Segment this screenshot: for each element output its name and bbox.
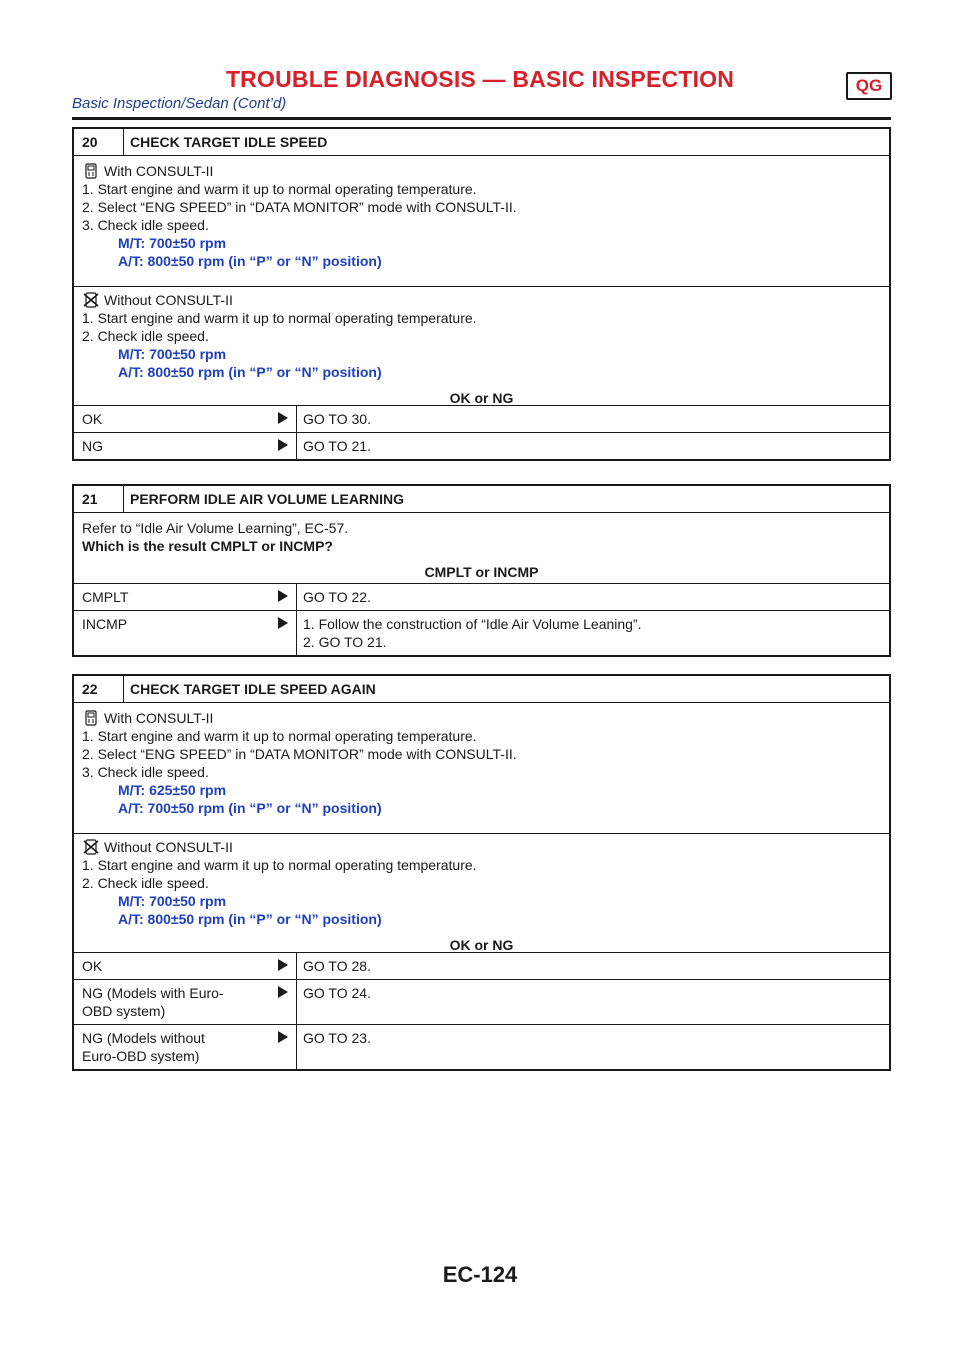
action: GO TO 28. bbox=[296, 953, 889, 979]
without-consult-heading bbox=[82, 291, 881, 309]
without-consult-section bbox=[74, 287, 889, 406]
no-consult-icon bbox=[82, 839, 100, 855]
action: GO TO 30. bbox=[296, 406, 889, 432]
arrow-icon bbox=[270, 980, 296, 1024]
action bbox=[296, 611, 889, 655]
result-table bbox=[74, 406, 889, 459]
spec-value: A/T: 700±50 rpm (in “P” or “N” position) bbox=[118, 800, 382, 816]
with-consult-heading bbox=[82, 162, 881, 180]
action: GO TO 21. bbox=[296, 433, 889, 459]
arrow-icon bbox=[270, 406, 296, 432]
arrow-icon bbox=[270, 953, 296, 979]
without-consult-label: Without CONSULT-II bbox=[104, 839, 233, 855]
arrow-icon bbox=[270, 611, 296, 655]
with-consult-section bbox=[74, 703, 889, 834]
result-label: CMPLT or INCMP bbox=[424, 564, 539, 580]
arrow-icon bbox=[270, 584, 296, 610]
condition-line: Euro-OBD system) bbox=[82, 1048, 200, 1064]
instruction-line: 1. Start engine and warm it up to normal operating temperature. bbox=[82, 181, 477, 197]
condition bbox=[74, 980, 270, 1024]
step-20-box bbox=[72, 127, 891, 461]
arrow-icon bbox=[270, 433, 296, 459]
step-number: 21 bbox=[74, 486, 124, 512]
action: GO TO 24. bbox=[296, 980, 889, 1024]
instruction-line: 3. Check idle speed. bbox=[82, 217, 209, 233]
step-number: 20 bbox=[74, 129, 124, 155]
condition: INCMP bbox=[82, 616, 128, 632]
without-consult-section bbox=[74, 834, 889, 953]
page-subtitle: Basic Inspection/Sedan (Cont’d) bbox=[72, 95, 287, 112]
table-row bbox=[74, 979, 889, 1024]
step-header bbox=[74, 676, 889, 703]
instruction-section bbox=[74, 513, 889, 584]
instruction-line: 2. Select “ENG SPEED” in “DATA MONITOR” mode with CONSULT-II. bbox=[82, 746, 517, 762]
condition: OK bbox=[82, 411, 103, 427]
table-row bbox=[74, 610, 889, 655]
table-row bbox=[74, 1024, 889, 1069]
table-row bbox=[74, 584, 889, 610]
result-table bbox=[74, 953, 889, 1069]
spec-value: A/T: 800±50 rpm (in “P” or “N” position) bbox=[118, 253, 382, 269]
no-consult-icon bbox=[82, 292, 100, 308]
instruction-line: 2. Select “ENG SPEED” in “DATA MONITOR” mode with CONSULT-II. bbox=[82, 199, 517, 215]
action-line: 2. GO TO 21. bbox=[303, 634, 387, 650]
spec-value: A/T: 800±50 rpm (in “P” or “N” position) bbox=[118, 911, 382, 927]
table-row bbox=[74, 406, 889, 432]
result-table bbox=[74, 584, 889, 655]
with-consult-label: With CONSULT-II bbox=[104, 710, 214, 726]
condition-line: NG (Models without bbox=[82, 1030, 205, 1046]
condition bbox=[74, 1025, 270, 1069]
step-22-box bbox=[72, 674, 891, 1071]
step-number: 22 bbox=[74, 676, 124, 702]
without-consult-label: Without CONSULT-II bbox=[104, 292, 233, 308]
condition: OK bbox=[82, 958, 103, 974]
step-title: CHECK TARGET IDLE SPEED bbox=[130, 134, 328, 150]
step-title: PERFORM IDLE AIR VOLUME LEARNING bbox=[130, 491, 405, 507]
page-number: EC-124 bbox=[442, 1262, 518, 1287]
instruction-line: 2. Check idle speed. bbox=[82, 328, 209, 344]
header-rule bbox=[72, 117, 891, 120]
engine-badge: QG bbox=[846, 72, 892, 100]
result-label: OK or NG bbox=[449, 390, 514, 406]
instruction-line: 1. Start engine and warm it up to normal operating temperature. bbox=[82, 310, 477, 326]
condition-line: OBD system) bbox=[82, 1003, 166, 1019]
condition-line: NG (Models with Euro- bbox=[82, 985, 224, 1001]
page-title: TROUBLE DIAGNOSIS — BASIC INSPECTION bbox=[225, 66, 735, 92]
spec-value: A/T: 800±50 rpm (in “P” or “N” position) bbox=[118, 364, 382, 380]
arrow-icon bbox=[270, 1025, 296, 1069]
action: GO TO 22. bbox=[296, 584, 889, 610]
spec-value: M/T: 700±50 rpm bbox=[118, 893, 227, 909]
spec-value: M/T: 700±50 rpm bbox=[118, 346, 227, 362]
question-line: Which is the result CMPLT or INCMP? bbox=[82, 538, 333, 554]
without-consult-heading bbox=[82, 838, 881, 856]
instruction-line: 2. Check idle speed. bbox=[82, 875, 209, 891]
step-21-box bbox=[72, 484, 891, 657]
consult-tester-icon bbox=[82, 163, 100, 179]
instruction-line: 3. Check idle speed. bbox=[82, 764, 209, 780]
consult-tester-icon bbox=[82, 710, 100, 726]
action-line: 1. Follow the construction of “Idle Air Volume Leaning”. bbox=[303, 616, 642, 632]
table-row bbox=[74, 432, 889, 459]
with-consult-label: With CONSULT-II bbox=[104, 163, 214, 179]
instruction-line: Refer to “Idle Air Volume Learning”, EC-57. bbox=[82, 520, 349, 536]
step-title: CHECK TARGET IDLE SPEED AGAIN bbox=[130, 681, 376, 697]
spec-value: M/T: 625±50 rpm bbox=[118, 782, 227, 798]
table-row bbox=[74, 953, 889, 979]
action: GO TO 23. bbox=[296, 1025, 889, 1069]
result-label: OK or NG bbox=[449, 937, 514, 953]
step-header bbox=[74, 129, 889, 156]
step-header bbox=[74, 486, 889, 513]
instruction-line: 1. Start engine and warm it up to normal operating temperature. bbox=[82, 728, 477, 744]
condition: NG bbox=[82, 438, 103, 454]
with-consult-heading bbox=[82, 709, 881, 727]
with-consult-section bbox=[74, 156, 889, 287]
condition: CMPLT bbox=[82, 589, 129, 605]
spec-value: M/T: 700±50 rpm bbox=[118, 235, 227, 251]
instruction-line: 1. Start engine and warm it up to normal operating temperature. bbox=[82, 857, 477, 873]
